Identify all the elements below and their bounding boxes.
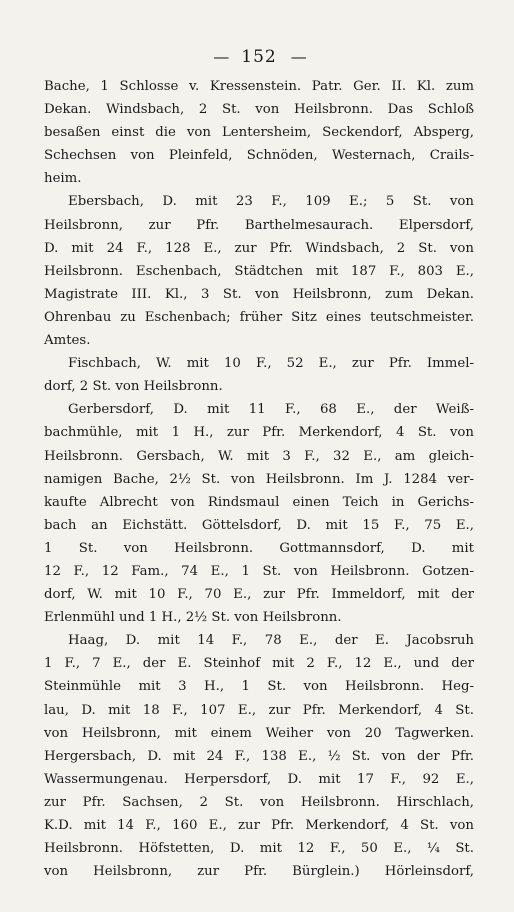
text-line: heim. [44,171,82,187]
text-line: Heilsbronn, zur Pfr. Barthelmesaurach. Elpersdorf, [44,217,474,233]
text-line: Heilsbronn. Eschenbach, Städtchen mit 187 F., 803 E., [44,263,474,279]
text-line: dorf, W. mit 10 F., 70 E., zur Pfr. Immeldorf, mit der [44,587,474,603]
text-line: Schechsen von Pleinfeld, Schnöden, Westernach, Crails- [44,148,474,164]
text-line: kaufte Albrecht von Rindsmaul einen Teich in Gerichs- [44,494,474,510]
text-line: Steinmühle mit 3 H., 1 St. von Heilsbronn. Heg- [44,679,474,695]
text-line: Hergersbach, D. mit 24 F., 138 E., ½ St. von der Pfr. [44,748,474,764]
text-line: besaßen einst die von Lentersheim, Seckendorf, Absperg, [44,125,474,141]
header-dash-left: — [213,47,228,66]
text-line: Haag, D. mit 14 F., 78 E., der E. Jacobsruh [68,633,474,649]
text-line: dorf, 2 St. von Heilsbronn. [44,379,223,395]
text-line: von Heilsbronn, zur Pfr. Bürglein.) Hörleinsdorf, [44,864,474,880]
page-body-text [44,75,474,883]
header-dash-right: — [290,47,305,66]
text-line: 1 F., 7 E., der E. Steinhof mit 2 F., 12 E., und der [44,656,474,672]
text-line: 1 St. von Heilsbronn. Gottmannsdorf, D. mit [44,540,474,556]
text-line: Bache, 1 Schlosse v. Kressenstein. Patr. Ger. II. Kl. zum [44,79,474,94]
text-line: D. mit 24 F., 128 E., zur Pfr. Windsbach, 2 St. von [44,240,474,256]
text-line: lau, D. mit 18 F., 107 E., zur Pfr. Merkendorf, 4 St. [44,702,474,718]
text-line: bach an Eichstätt. Göttelsdorf, D. mit 15 F., 75 E., [44,517,474,533]
text-line: Wassermungenau. Herpersdorf, D. mit 17 F., 92 E., [44,771,474,787]
text-line: Erlenmühl und 1 H., 2½ St. von Heilsbronn. [44,610,342,626]
page-number: 152 [241,47,277,67]
text-line: Fischbach, W. mit 10 F., 52 E., zur Pfr. Immel- [68,356,474,372]
text-line: bachmühle, mit 1 H., zur Pfr. Merkendorf, 4 St. von [44,425,474,441]
text-line: 12 F., 12 Fam., 74 E., 1 St. von Heilsbronn. Gotzen- [44,563,474,579]
text-line: Heilsbronn. Höfstetten, D. mit 12 F., 50 E., ¼ St. [44,841,474,857]
text-line: Ohrenbau zu Eschenbach; früher Sitz eines teutschmeister. [44,309,474,325]
text-line: Heilsbronn. Gersbach, W. mit 3 F., 32 E., am gleich- [44,448,474,464]
text-line: zur Pfr. Sachsen, 2 St. von Heilsbronn. Hirschlach, [44,794,474,810]
text-line: Amtes. [44,333,91,349]
text-line: K.D. mit 14 F., 160 E., zur Pfr. Merkendorf, 4 St. von [44,818,474,833]
text-line: Gerbersdorf, D. mit 11 F., 68 E., der Weiß- [68,402,474,418]
text-line: namigen Bache, 2½ St. von Heilsbronn. Im J. 1284 ver- [44,471,474,487]
text-line: Magistrate III. Kl., 3 St. von Heilsbronn, zum Dekan. [44,286,474,302]
text-line: Dekan. Windsbach, 2 St. von Heilsbronn. Das Schloß [44,102,474,118]
text-line: Ebersbach, D. mit 23 F., 109 E.; 5 St. von [68,194,474,210]
page-header [44,0,474,68]
text-line: von Heilsbronn, mit einem Weiher von 20 Tagwerken. [44,725,474,741]
